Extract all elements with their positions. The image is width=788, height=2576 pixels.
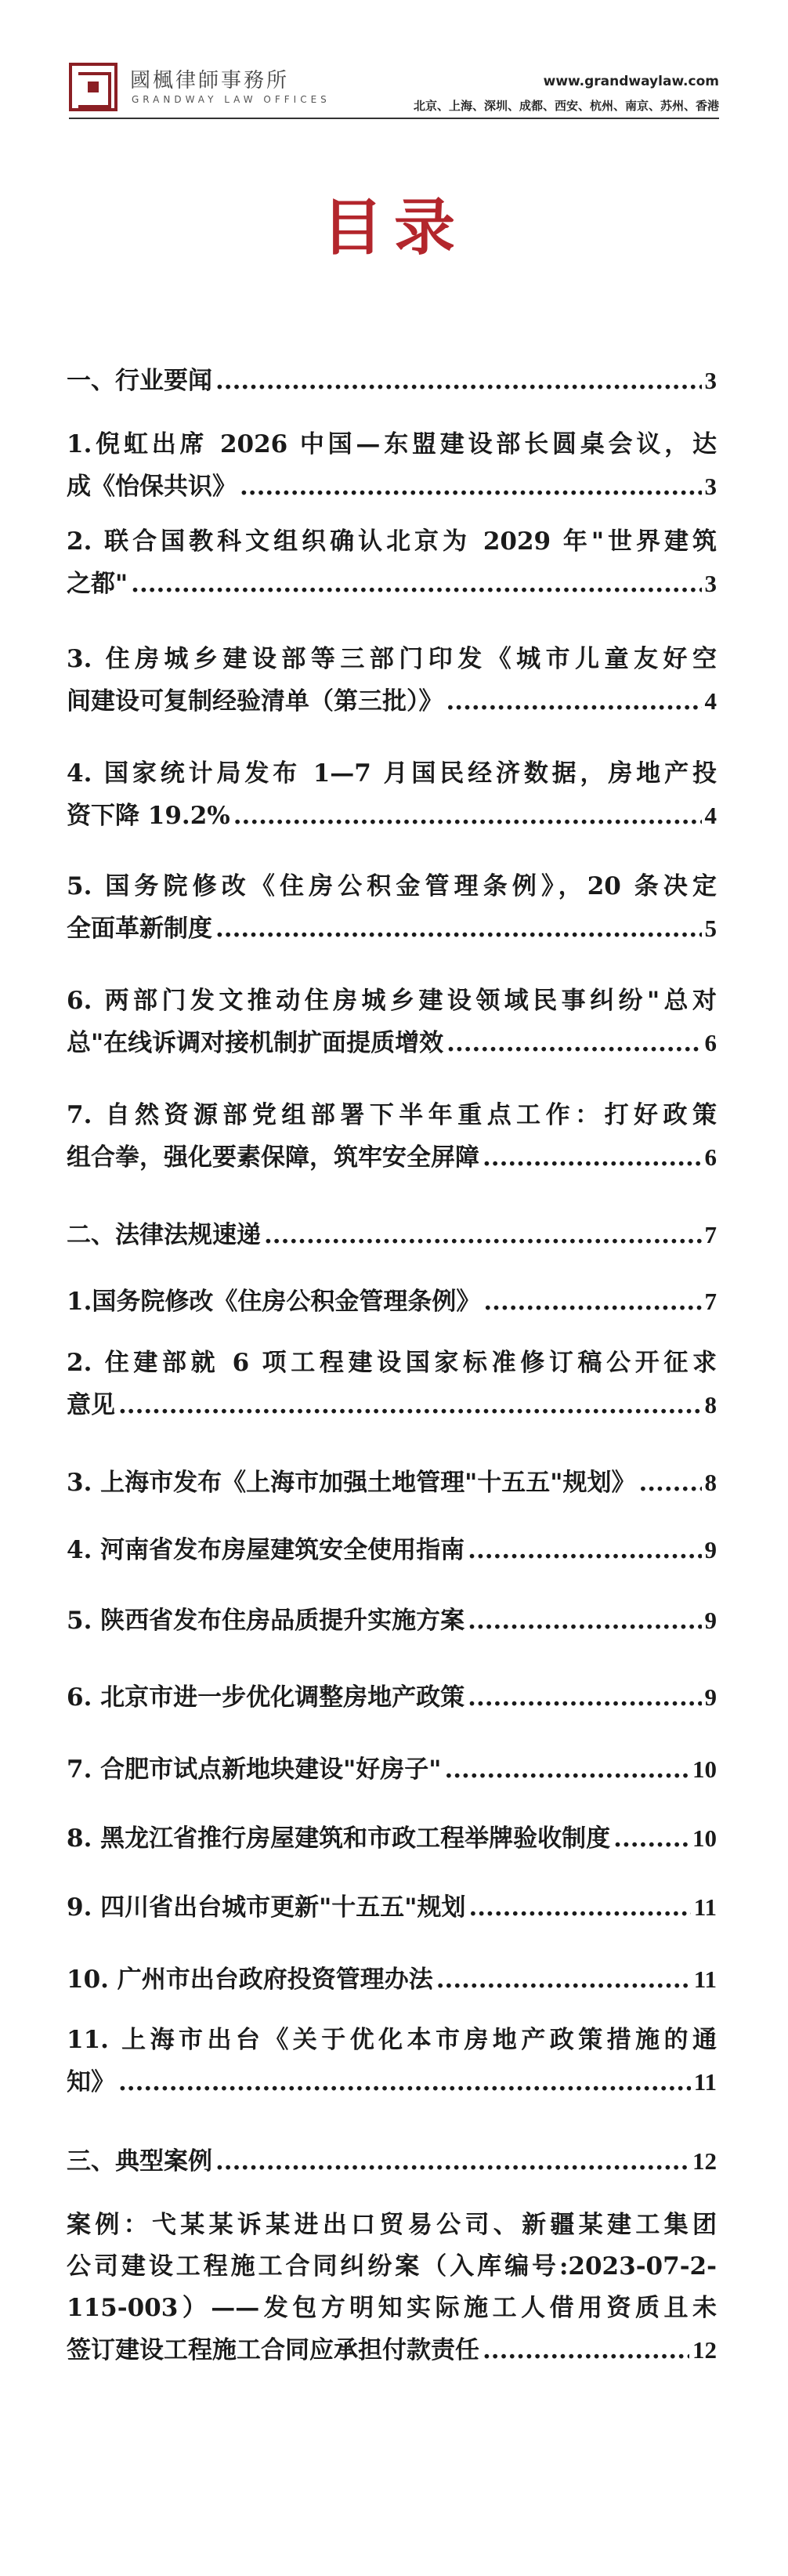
toc-page-number: 8 [704, 1391, 717, 1418]
toc-entry-title: 意见 [67, 1391, 115, 1419]
toc-entry-title-line: 1.倪虹出席 2026 中国—东盟建设部长圆桌会议，达 [67, 430, 717, 458]
toc-entry[interactable] [67, 1757, 717, 1782]
toc-entry-title-line: 5. 国务院修改《住房公积金管理条例》，20 条决定 [67, 872, 717, 900]
toc-entry[interactable] [67, 1538, 717, 1563]
toc-leader-dots [444, 1758, 689, 1782]
toc-leader-dots [215, 369, 702, 393]
toc-entry-title: 10. 广州市出台政府投资管理办法 [67, 1966, 433, 1994]
website-link[interactable]: www.grandwaylaw.com [543, 74, 719, 89]
toc-entry-title-line: 2. 联合国教科文组织确认北京为 2029 年"世界建筑 [67, 527, 717, 556]
toc-entry-title: 8. 黑龙江省推行房屋建筑和市政工程举牌验收制度 [67, 1824, 611, 1853]
firm-name-cn: 國楓律師事務所 [130, 69, 290, 92]
toc-entry[interactable] [67, 2028, 717, 2095]
toc-page-number: 11 [693, 2068, 717, 2096]
toc-entry[interactable] [67, 2213, 717, 2363]
toc-page-number: 4 [704, 687, 717, 715]
toc-leader-dots [436, 1968, 691, 1992]
toc-page-number: 10 [692, 1755, 717, 1783]
toc-entry-title: 一、行业要闻 [67, 367, 212, 395]
toc-entry-title-line: 案例：弋某某诉某进出口贸易公司、新疆某建工集团 [67, 2211, 717, 2239]
toc-leader-dots [468, 1538, 701, 1563]
toc-leader-dots [483, 2339, 689, 2363]
toc-leader-dots [468, 1896, 690, 1920]
toc-leader-dots [468, 1609, 701, 1633]
toc-entry-title-line: 2. 住建部就 6 项工程建设国家标准修订稿公开征求 [67, 1349, 717, 1377]
firm-name-en: GRANDWAY LAW OFFICES [132, 94, 331, 105]
toc-leader-dots [131, 572, 701, 596]
toc-entry-title: 4. 河南省发布房屋建筑安全使用指南 [67, 1536, 465, 1564]
toc-page-number: 7 [704, 1288, 717, 1315]
toc-page-number: 10 [692, 1824, 717, 1852]
toc-entry[interactable] [67, 759, 717, 830]
toc-page-number: 6 [704, 1029, 717, 1056]
toc-entry-title: 二、法律法规速递 [67, 1221, 261, 1249]
toc-leader-dots [215, 2150, 689, 2174]
toc-page-number: 5 [704, 915, 717, 942]
toc-entry-title-line: 11. 上海市出台《关于优化本市房地产政策措施的通 [67, 2026, 717, 2054]
toc-entry[interactable] [67, 1470, 717, 1495]
toc-entry-title: 间建设可复制经验清单（第三批）》 [67, 687, 443, 716]
toc-entry-title: 6. 北京市进一步优化调整房地产政策 [67, 1683, 465, 1712]
toc-entry-title: 签订建设工程施工合同应承担付款责任 [67, 2336, 479, 2364]
toc-entry[interactable] [67, 2149, 717, 2174]
toc-entry[interactable] [67, 430, 717, 501]
toc-entry-title: 1.国务院修改《住房公积金管理条例》 [67, 1288, 481, 1316]
toc-leader-dots [215, 917, 702, 941]
toc-entry-title: 组合拳，强化要素保障，筑牢安全屏障 [67, 1143, 479, 1172]
toc-page-number: 9 [704, 1683, 717, 1711]
toc-entry[interactable] [67, 1289, 717, 1314]
toc-entry[interactable] [67, 1685, 717, 1710]
toc-entry-title: 7. 合肥市试点新地块建设"好房子" [67, 1755, 442, 1784]
toc-entry[interactable] [67, 368, 717, 393]
toc-entry-title: 总"在线诉调对接机制扩面提质增效 [67, 1029, 444, 1057]
header-divider [69, 118, 719, 119]
toc-entry-title: 知》 [67, 2068, 115, 2096]
toc-entry-title: 9. 四川省出台城市更新"十五五"规划 [67, 1893, 466, 1922]
toc-page-number: 12 [692, 2336, 717, 2364]
toc-leader-dots [233, 804, 702, 828]
toc-entry[interactable] [67, 527, 717, 598]
toc-entry[interactable] [67, 1967, 717, 1992]
toc-page-number: 4 [704, 802, 717, 829]
page-title: 目录 [321, 192, 466, 263]
office-list: 北京、上海、深圳、成都、西安、杭州、南京、苏州、香港 [413, 99, 719, 113]
toc-leader-dots [613, 1827, 689, 1851]
toc-entry-title-line: 115-003）——发包方明知实际施工人借用资质且未 [67, 2294, 717, 2322]
toc-page-number: 12 [692, 2147, 717, 2175]
toc-page-number: 3 [704, 570, 717, 597]
toc-page-number: 9 [704, 1536, 717, 1563]
toc-page-number: 11 [693, 1893, 717, 1921]
document-header [69, 63, 719, 118]
toc-entry[interactable] [67, 1826, 717, 1851]
toc-entry-title: 全面革新制度 [67, 915, 212, 943]
toc-entry[interactable] [67, 872, 717, 943]
toc-entry-title-line: 4. 国家统计局发布 1—7 月国民经济数据，房地产投 [67, 759, 717, 788]
toc-leader-dots [118, 2071, 691, 2095]
toc-leader-dots [240, 475, 702, 499]
toc-page-number: 9 [704, 1607, 717, 1634]
toc-leader-dots [118, 1393, 702, 1418]
firm-logo-icon [69, 63, 117, 111]
toc-entry[interactable] [67, 1895, 717, 1920]
toc-entry[interactable] [67, 1351, 717, 1418]
toc-entry-title: 3. 上海市发布《上海市加强土地管理"十五五"规划》 [67, 1469, 636, 1497]
toc-page-number: 3 [704, 367, 717, 394]
toc-leader-dots [483, 1146, 702, 1170]
toc-entry-title: 三、典型案例 [67, 2147, 212, 2176]
toc-leader-dots [446, 690, 702, 714]
toc-page-number: 3 [704, 473, 717, 500]
toc-leader-dots [468, 1686, 701, 1710]
toc-leader-dots [264, 1223, 702, 1248]
toc-page-number: 8 [704, 1469, 717, 1496]
toc-entry[interactable] [67, 1223, 717, 1248]
toc-entry-title: 资下降 19.2% [67, 802, 230, 830]
toc-entry-title-line: 7. 自然资源部党组部署下半年重点工作：打好政策 [67, 1101, 717, 1129]
toc-entry[interactable] [67, 1608, 717, 1633]
toc-leader-dots [483, 1290, 701, 1314]
toc-leader-dots [446, 1031, 701, 1056]
toc-page-number: 11 [693, 1966, 717, 1993]
toc-entry-title-line: 6. 两部门发文推动住房城乡建设领域民事纠纷"总对 [67, 987, 717, 1015]
toc-entry[interactable] [67, 989, 717, 1056]
toc-entry-title: 之都" [67, 570, 128, 598]
toc-entry-title: 5. 陕西省发布住房品质提升实施方案 [67, 1607, 465, 1635]
toc-leader-dots [638, 1471, 701, 1495]
toc-entry-title: 成《怡保共识》 [67, 473, 237, 501]
toc-entry[interactable] [67, 1103, 717, 1170]
toc-page-number: 6 [704, 1143, 717, 1171]
toc-entry-title-line: 3. 住房城乡建设部等三部门印发《城市儿童友好空 [67, 645, 717, 673]
toc-entry-title-line: 公司建设工程施工合同纠纷案（入库编号:2023-07-2- [67, 2252, 717, 2281]
toc-page-number: 7 [704, 1221, 717, 1248]
toc-entry[interactable] [67, 647, 717, 714]
